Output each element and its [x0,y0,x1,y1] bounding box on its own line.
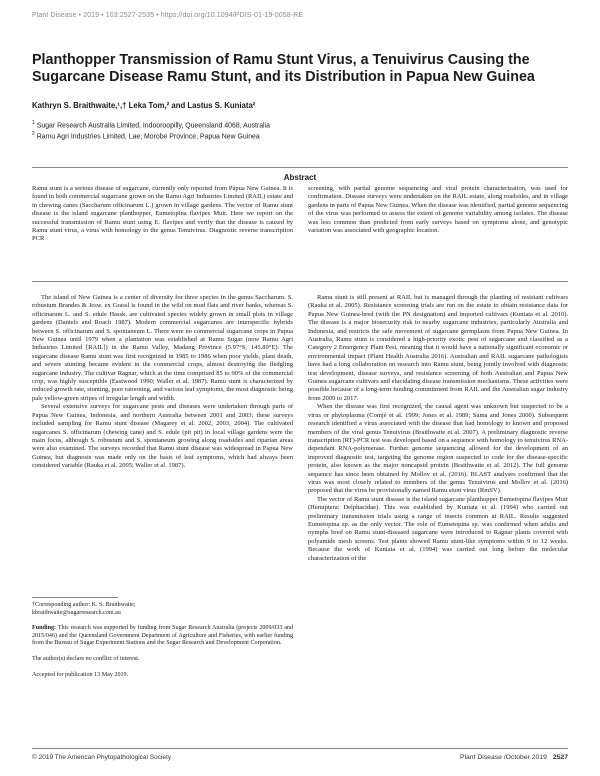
abstract-top-rule [32,167,568,168]
affiliation-text: Ramu Agri Industries Limited, Lae, Morobe Province, Papua New Guinea [36,133,260,141]
body-paragraph: The vector of Ramu stunt disease is the island sugarcane planthopper Eumetopina flavipes Muir (Hemiptera: Delphacidae). This was established by Kuniata et al. (1994) who carried out preliminary transmission trials using a range of insects common at RAIL. Results suggested Eumetopina sp. as the only vector. The role of Eumetopina sp. was confirmed when adults and nymphs bred on Ramu stunt-diseased sugarcane were introduced to Ragnar plants covered with polyamide mesh screens. Test plants showed Ramu stunt-like symptoms within 9 to 12 weeks. Because the work of Kuniata et al. (1994) was carried out long before the molecular characterization of the [308,495,568,562]
author-list: Kathryn S. Braithwaite,¹,† Leka Tom,² and Lastus S. Kuniata² [32,101,256,110]
corresponding-author: †Corresponding author: K. S. Braithwaite; [32,602,136,608]
journal-header: Plant Disease • 2019 • 103:2527-2535 • https://doi.org/10.1094/PDIS-01-19-0058-RE [32,12,304,19]
abstract-left-column [32,185,293,244]
page-number: 2527 [552,754,568,761]
conflict-note: The author(s) declare no conflict of interest. [32,655,140,662]
body-paragraph: Ramu stunt is still present at RAIL but is managed through the planting of resistant cultivars (Rauka et al. 2005). Resistance screening trials are run on the estate to obtain resistance data for Papua New Guinea-bred (with the PN designation) and imported cultivars (Kuniata et al. 2010). The disease is a major biosecurity risk to nearby sugarcane industries, particularly Australia and Indonesia, and restricts the safe movement of sugarcane germplasm from Papua New Guinea. In Australia, Ramu stunt is considered a high-priority exotic pest of sugarcane and classified as a Category 2 Emergency Plant Pest, meaning that it would have a nationally significant economic or environmental impact (Plant Health Australia 2016). Australian and RAIL sugarcane pathologists have had a long collaboration on research into Ramu stunt, being jointly involved with diagnostic test development, disease surveys, and resistance screening of both Australian and Papua New Guinea sugarcane cultivars and elucidating disease transmission mechanisms. These activities were possible because of a long-term funding commitment from RAIL and the Australian sugar industry from 2009 to 2017. [308,294,568,402]
footnote-rule [32,597,118,598]
body-paragraph: When the disease was first recognized, the causal agent was unknown but suspected to be a virus or phytoplasma (Comjé et al. 1999; Jones et al. 1989; Suma and Jones 2000). Subsequent research identified a virus associated with the disease that had homology to known and proposed members of the viral genus Tenuivirus (Braithwaite et al. 2007). A preliminary diagnostic reverse transcription (RT)-PCR test was developed based on a sequence with homology to tenuivirus RNA-dependant RNA-polymerase. Further genome sequencing allowed for the development of an improved diagnostic test, targeting the genome region suspected to code for the disease-specific protein, also known as the major noncapsid protein (Braithwaite et al. 2012). The full genome sequence has since been obtained by Mollov et al. (2016). BLAST analyses confirmed that the virus was most closely related to members of the genus Tenuivirus and Mollov et al. (2016) proposed that the virus be provisionally named Ramu stunt virus (RmSV). [308,403,568,495]
body-paragraph: Several extensive surveys for sugarcane pests and diseases were undertaken through parts of Papua New Guinea, Indonesia, and northern Australia between 2001 and 2003; these surveys included sampling for Ramu stunt disease (Magarey et al. 2002, 2003, 2004). The cultivated sugarcanes S. officinarum (chewing cane) and S. edule (pit pit) in local village gardens were the main focus, although S. robustum and S. spontaneum growing along roadsides and riparian areas were also examined. The surveys recorded that Ramu stunt disease was widespread in Papua New Guinea, but diagnosis was made only on the basis of leaf symptoms, which had always been considered variable (Rauka et al. 2005; Waller et al. 1987). [32,403,293,470]
corresponding-email: kbraithwaite@sugarresearch.com.au [32,609,121,616]
footer-rule [32,748,568,749]
affiliation-2 [32,131,260,140]
accepted-note: Accepted for publication 13 May 2019. [32,671,129,678]
funding-note [32,625,293,648]
abstract-heading: Abstract [283,173,317,182]
affiliation-1 [32,120,270,129]
abstract-text: screening, with partial genome sequencing and viral protein characterization, was used for confirmation. Disease surveys were undertaken on the RAIL estate, along roadsides, and in village gardens in parts of Papua New Guinea. When the disease was identified, partial genome sequencing of the virus was performed to assess the extent of genome variability among isolates. The disease was less common than predicted from early surveys based on symptoms alone, and genotypic variation was associated with geographic location. [308,185,568,235]
article-title: Planthopper Transmission of Ramu Stunt Virus, a Tenuivirus Causing the Sugarcane Disease Ramu Stunt, and its Distribution in Papua New Guinea [32,52,535,85]
body-paragraph: The island of New Guinea is a center of diversity for three species in the genus Saccharum. S. robustum Brandes & Jesw. ex Grassl is found in the wild on mud flats and river banks, whereas S. officinarum L. and S. edule Hassk. are cultivated species widely grown in small plots in village gardens (Daniels and Roach 1987). Modern commercial sugarcanes are interspecific hybrids between S. officinarum and S. spontaneum L. There were no commercial sugarcane crops in Papua New Guinea until 1979 when a plantation was established at Ramu Sugar (now Ramu Agri Industries Limited [RAIL]) in the Ramu Valley, Madang Province (5.97°S, 145.89°E). The sugarcane disease Ramu stunt was first recognized in 1985 to 1986 when poor yields, plant death, and severe stunting became evident in the commercial crops, almost destroying the fledgling sugarcane industry. The cultivar Ragnar, which at the time comprised 85 to 90% of the commercial crop, was highly susceptible (Eastwood 1990; Waller et al. 1987). Ramu stunt is characterized by reduced growth rate, stunting, poor ratooning, and various leaf symptoms, the most diagnostic being pale yellow-green stripes of irregular length and width. [32,294,293,402]
affiliation-number: 2 [32,131,35,137]
footnotes [32,602,293,679]
page-footer [460,754,568,761]
abstract-right-column [308,185,568,235]
funding-label: Funding: [32,625,57,632]
issue-label: Plant Disease /October 2019 [459,754,547,761]
abstract-bottom-rule [32,281,568,282]
abstract-text: Ramu stunt is a serious disease of sugarcane, currently only reported from Papua New Guinea. It is found in both commercial sugarcane grown on the Ramu Agri Industries Limited (RAIL) estate and in chewing canes (Saccharum officinarum L.) grown in village gardens. The vector of Ramu stunt disease is the island sugarcane planthopper, Eumetopina flavipes Muir. Here we report on the successful transmission of Ramu stunt using E. flavipes and verify that the disease is caused by Ramu stunt virus, a virus with homology to the genus Tenuivirus. Diagnostic reverse transcription PCR [32,185,293,243]
body-left-column [32,294,293,471]
copyright-notice: © 2019 The American Phytopathological Society [32,754,172,761]
affiliation-number: 1 [32,120,35,126]
body-right-column [308,294,568,563]
funding-text: This research was supported by funding from Sugar Research Australia (projects 2009/033 and 2015/046) and the Queensland Government Department of Agriculture and Fisheries, with earlier funding from the Bureau of Sugar Experiment Stations and the Sugar Research and Development Corporation. [32,625,293,647]
affiliation-text: Sugar Research Australia Limited, Indooroopilly, Queensland 4068, Australia [36,122,270,130]
